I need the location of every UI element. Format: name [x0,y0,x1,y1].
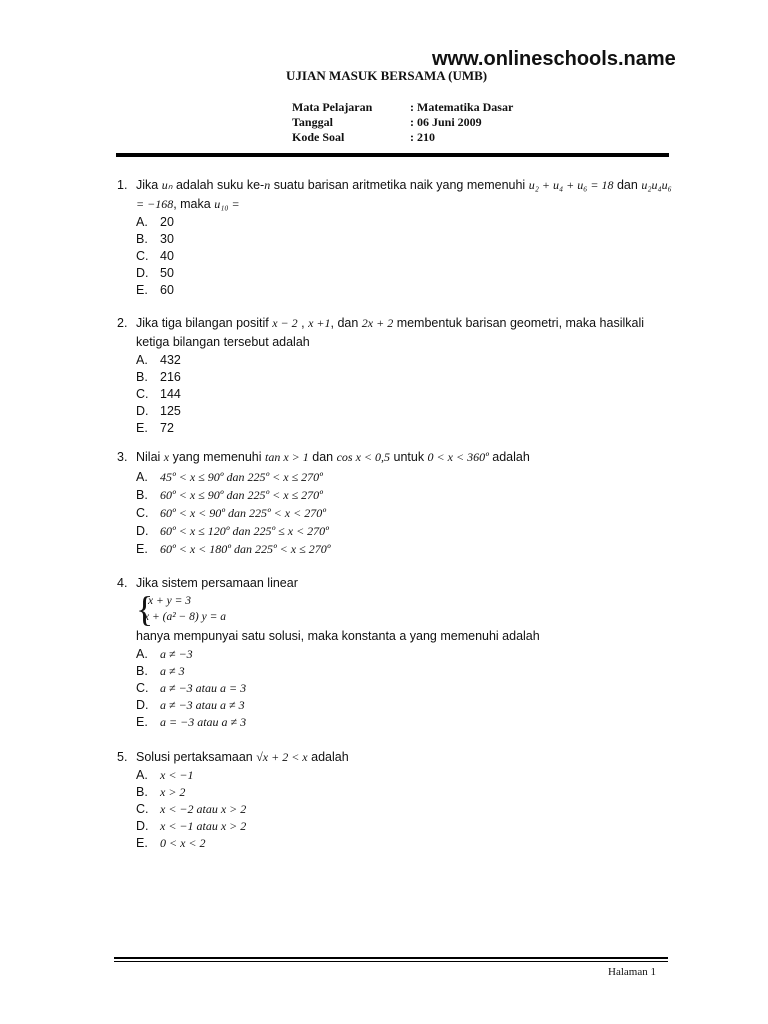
options [136,646,677,731]
math: x − 2 [272,316,298,330]
text: adalah [488,450,530,464]
option-value: 60º < x < 90º dan 225º < x < 270º [160,506,326,520]
option-letter: A. [136,353,148,367]
option [136,646,677,663]
math: tan x > 1 [265,450,309,464]
text: yang memenuhi [169,450,266,464]
option-letter: C. [136,802,149,816]
option-value: 0 < x < 2 [160,836,206,850]
question-text [136,314,677,352]
text: membentuk barisan geometri, maka hasilkali ketiga bilangan tersebut adalah [136,316,645,349]
option-letter: E. [136,836,148,850]
footer-divider-thin [114,961,668,962]
meta-row-date [292,115,513,130]
question-number: 3. [117,450,128,464]
question-number: 5. [117,750,128,764]
option [136,403,677,420]
option [136,697,677,714]
option [136,505,677,523]
text: Nilai [136,450,164,464]
meta-value: : Matematika Dasar [410,100,514,114]
math: uₙ [161,178,173,192]
text: Jika [136,178,162,192]
question-number: 4. [117,576,128,590]
option [136,680,677,697]
equation-line: x + y = 3 [148,595,191,607]
option-letter: C. [136,249,149,263]
question-2 [117,314,677,437]
question-4 [117,574,677,731]
option-value: 30 [160,232,174,246]
math: u₂ + u₄ + u₆ = 18 [528,178,614,192]
option-letter: E. [136,421,148,435]
math: √x + 2 < x [256,750,308,764]
question-text: hanya mempunyai satu solusi, maka konstanta a yang memenuhi adalah [136,629,540,643]
website-url: www.onlineschools.name [432,48,676,70]
option-letter: B. [136,488,148,502]
option-value: 60º < x < 180º dan 225º < x ≤ 270º [160,542,331,556]
page-number: Halaman 1 [608,966,656,978]
options [136,469,677,559]
option-letter: E. [136,715,148,729]
math: u₂u₄u₆ = −168 [136,178,672,211]
header-divider [116,153,669,157]
meta-row-code [292,130,513,145]
equation-system [136,589,677,629]
option-value: 125 [160,404,181,418]
equation-line: x + (a² − 8) y = a [144,611,226,623]
question-text [136,176,677,214]
meta-value: : 06 Juni 2009 [410,115,482,129]
text: dan [308,450,337,464]
option-value: 144 [160,387,181,401]
left-brace: { [136,589,154,629]
option-letter: A. [136,470,148,484]
option-letter: B. [136,785,148,799]
option-letter: C. [136,506,149,520]
question-number: 2. [117,316,128,330]
text: adalah [307,750,349,764]
option [136,767,677,784]
meta-row-subject [292,100,513,115]
option [136,818,677,835]
option [136,369,677,386]
meta-label: Tanggal [292,115,333,129]
text: suatu barisan aritmetika naik yang memenuhi [270,178,529,192]
option [136,714,677,731]
text: , maka [173,197,215,211]
text: Jika tiga bilangan positif [136,316,273,330]
options [136,352,677,437]
option-value: 216 [160,370,181,384]
option [136,265,677,282]
option-letter: D. [136,819,149,833]
math: 0 < x < 360º [427,450,489,464]
option-value: a = −3 atau a ≠ 3 [160,715,247,729]
option [136,214,677,231]
option-letter: A. [136,768,148,782]
option-letter: D. [136,266,149,280]
question-1 [117,176,677,299]
option-letter: C. [136,681,149,695]
math: n [264,178,271,192]
option-value: a ≠ −3 [160,647,193,661]
exam-title: UJIAN MASUK BERSAMA (UMB) [286,68,488,83]
option-letter: E. [136,283,148,297]
option [136,469,677,487]
option-letter: E. [136,542,148,556]
option [136,386,677,403]
option-value: 50 [160,266,174,280]
option-value: x < −1 [160,768,194,782]
option-letter: B. [136,370,148,384]
option-value: x > 2 [160,785,186,799]
math: 2x + 2 [361,316,394,330]
option-letter: B. [136,232,148,246]
option-value: a ≠ 3 [160,664,185,678]
text: untuk [390,450,428,464]
option-value: 45º < x ≤ 90º dan 225º < x ≤ 270º [160,470,323,484]
option [136,663,677,680]
question-text [136,448,677,467]
question-text [136,748,677,767]
option [136,420,677,437]
option-letter: D. [136,404,149,418]
option [136,231,677,248]
option-value: x < −1 atau x > 2 [160,819,247,833]
footer-divider [114,957,668,959]
option-letter: D. [136,698,149,712]
option-value: 60º < x ≤ 90º dan 225º < x ≤ 270º [160,488,323,502]
option [136,541,677,559]
text: Solusi pertaksamaan [136,750,257,764]
text: , dan [330,316,362,330]
option-value: a ≠ −3 atau a = 3 [160,681,247,695]
question-3 [117,448,677,559]
option-value: 40 [160,249,174,263]
question-text: Jika sistem persamaan linear [136,576,298,590]
math: x +1 [308,316,331,330]
exam-meta [292,100,513,145]
option-value: 20 [160,215,174,229]
option [136,523,677,541]
question-number: 1. [117,178,128,192]
option [136,352,677,369]
option-value: 72 [160,421,174,435]
question-5 [117,748,677,852]
text: adalah suku ke- [172,178,265,192]
option-value: a ≠ −3 atau a ≠ 3 [160,698,245,712]
options [136,767,677,852]
meta-label: Kode Soal [292,130,345,144]
option-value: 60º < x ≤ 120º dan 225º ≤ x < 270º [160,524,329,538]
math: x [163,450,170,464]
meta-value: : 210 [410,130,435,144]
text: dan [613,178,642,192]
option-value: 432 [160,353,181,367]
option-letter: A. [136,647,148,661]
option [136,248,677,265]
option-letter: D. [136,524,149,538]
math: cos x < 0,5 [336,450,391,464]
meta-label: Mata Pelajaran [292,100,373,114]
option-value: 60 [160,283,174,297]
option-letter: C. [136,387,149,401]
option-value: x < −2 atau x > 2 [160,802,247,816]
math: u₁₀ = [214,197,240,211]
option [136,487,677,505]
options [136,214,677,299]
option-letter: A. [136,215,148,229]
text: , [297,316,309,330]
option-letter: B. [136,664,148,678]
option [136,282,677,299]
option [136,801,677,818]
option [136,784,677,801]
option [136,835,677,852]
